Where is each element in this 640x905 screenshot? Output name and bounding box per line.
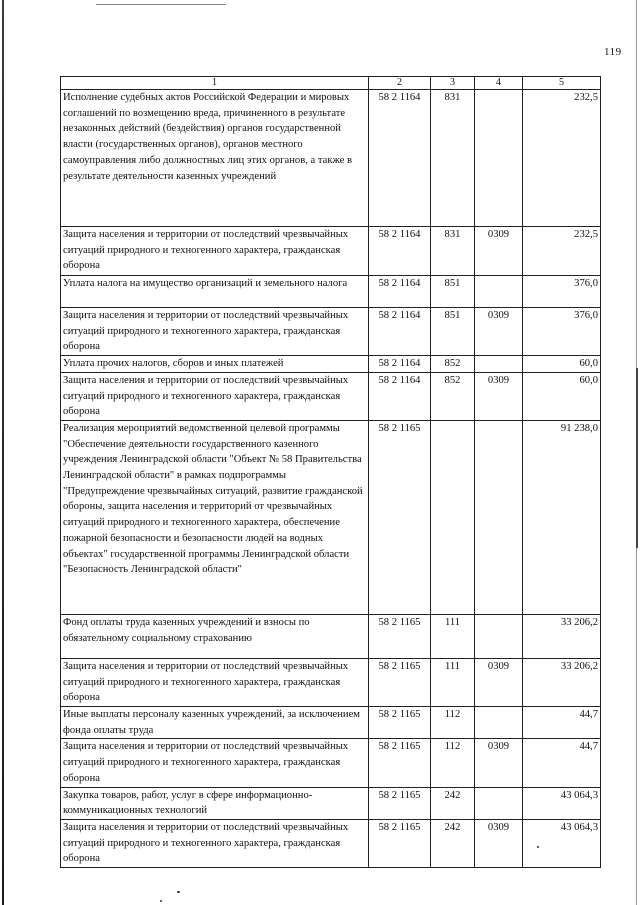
row-amount: 33 206,2 bbox=[523, 658, 601, 706]
row-target-code: 58 2 1164 bbox=[369, 276, 431, 308]
row-name: Реализация мероприятий ведомственной целевой программы "Обеспечение деятельности государственного казенного учреждения Ленинградской области "Объект № 58 Правительства Ленинградской области" в рамках подпрограммы "Предупреждение чрезвычайных ситуаций, развитие гражданской обороны, защита населения и территорий от чрезвычайных ситуаций природного и техногенного характера, обеспечение пожарной безопасности и безопасности людей на водных объектах" государственной программы Ленинградской области "Безопасность Ленинградской области" bbox=[61, 420, 369, 614]
row-amount: 44,7 bbox=[523, 739, 601, 787]
table-row bbox=[61, 90, 601, 227]
row-expense-type bbox=[431, 420, 475, 614]
row-name: Исполнение судебных актов Российской Федерации и мировых соглашений по возмещению вреда, причиненного в результате незаконных действий (бездействия) органов государственной власти (государственных органов), органов местного самоуправления либо должностных лиц этих органов, а также в результате деятельности казенных учреждений bbox=[61, 90, 369, 227]
scan-top-rule bbox=[96, 4, 226, 5]
row-section: 0309 bbox=[475, 739, 523, 787]
table-row bbox=[61, 356, 601, 373]
row-expense-type: 851 bbox=[431, 308, 475, 356]
column-header-4: 4 bbox=[475, 77, 523, 90]
row-expense-type: 112 bbox=[431, 739, 475, 787]
row-expense-type: 831 bbox=[431, 90, 475, 227]
scan-speck bbox=[537, 846, 539, 848]
row-target-code: 58 2 1164 bbox=[369, 227, 431, 276]
row-target-code: 58 2 1165 bbox=[369, 819, 431, 867]
table-row bbox=[61, 308, 601, 356]
row-section bbox=[475, 90, 523, 227]
budget-table bbox=[60, 76, 601, 868]
table-row bbox=[61, 787, 601, 819]
row-expense-type: 852 bbox=[431, 372, 475, 420]
table-row bbox=[61, 372, 601, 420]
table-row bbox=[61, 420, 601, 614]
column-header-3: 3 bbox=[431, 77, 475, 90]
table-header-row bbox=[61, 77, 601, 90]
column-header-2: 2 bbox=[369, 77, 431, 90]
table-row bbox=[61, 739, 601, 787]
table-row bbox=[61, 276, 601, 308]
table-row bbox=[61, 658, 601, 706]
row-name: Уплата прочих налогов, сборов и иных платежей bbox=[61, 356, 369, 373]
row-section bbox=[475, 276, 523, 308]
table-row bbox=[61, 227, 601, 276]
row-expense-type: 242 bbox=[431, 819, 475, 867]
row-name: Иные выплаты персоналу казенных учреждений, за исключением фонда оплаты труда bbox=[61, 707, 369, 739]
row-section bbox=[475, 707, 523, 739]
row-section bbox=[475, 420, 523, 614]
scan-speck bbox=[160, 900, 162, 902]
row-section: 0309 bbox=[475, 372, 523, 420]
row-name: Защита населения и территории от последствий чрезвычайных ситуаций природного и техногенного характера, гражданская оборона bbox=[61, 227, 369, 276]
scan-edge-mark bbox=[636, 368, 638, 548]
row-section bbox=[475, 614, 523, 658]
row-amount: 232,5 bbox=[523, 90, 601, 227]
row-target-code: 58 2 1165 bbox=[369, 787, 431, 819]
row-expense-type: 851 bbox=[431, 276, 475, 308]
row-section bbox=[475, 787, 523, 819]
row-name: Уплата налога на имущество организаций и земельного налога bbox=[61, 276, 369, 308]
row-amount: 60,0 bbox=[523, 372, 601, 420]
row-name: Защита населения и территории от последствий чрезвычайных ситуаций природного и техногенного характера, гражданская оборона bbox=[61, 819, 369, 867]
row-expense-type: 112 bbox=[431, 707, 475, 739]
row-section: 0309 bbox=[475, 308, 523, 356]
row-name: Фонд оплаты труда казенных учреждений и взносы по обязательному социальному страхованию bbox=[61, 614, 369, 658]
row-amount: 60,0 bbox=[523, 356, 601, 373]
row-target-code: 58 2 1164 bbox=[369, 356, 431, 373]
column-header-5: 5 bbox=[523, 77, 601, 90]
scan-edge-left bbox=[2, 0, 4, 905]
page-number: 119 bbox=[604, 46, 622, 58]
row-target-code: 58 2 1165 bbox=[369, 420, 431, 614]
table-row bbox=[61, 707, 601, 739]
row-expense-type: 831 bbox=[431, 227, 475, 276]
row-expense-type: 111 bbox=[431, 614, 475, 658]
row-target-code: 58 2 1164 bbox=[369, 308, 431, 356]
row-name: Закупка товаров, работ, услуг в сфере информационно-коммуникационных технологий bbox=[61, 787, 369, 819]
row-amount: 232,5 bbox=[523, 227, 601, 276]
row-amount: 43 064,3 bbox=[523, 819, 601, 867]
row-expense-type: 852 bbox=[431, 356, 475, 373]
row-target-code: 58 2 1165 bbox=[369, 658, 431, 706]
row-amount: 33 206,2 bbox=[523, 614, 601, 658]
row-target-code: 58 2 1165 bbox=[369, 739, 431, 787]
column-header-1: 1 bbox=[61, 77, 369, 90]
row-amount: 376,0 bbox=[523, 276, 601, 308]
row-section: 0309 bbox=[475, 658, 523, 706]
row-amount: 44,7 bbox=[523, 707, 601, 739]
row-name: Защита населения и территории от последствий чрезвычайных ситуаций природного и техногенного характера, гражданская оборона bbox=[61, 658, 369, 706]
row-amount: 43 064,3 bbox=[523, 787, 601, 819]
row-name: Защита населения и территории от последствий чрезвычайных ситуаций природного и техногенного характера, гражданская оборона bbox=[61, 372, 369, 420]
row-expense-type: 111 bbox=[431, 658, 475, 706]
row-section: 0309 bbox=[475, 227, 523, 276]
row-amount: 91 238,0 bbox=[523, 420, 601, 614]
row-target-code: 58 2 1165 bbox=[369, 707, 431, 739]
row-name: Защита населения и территории от последствий чрезвычайных ситуаций природного и техногенного характера, гражданская оборона bbox=[61, 308, 369, 356]
row-name: Защита населения и территории от последствий чрезвычайных ситуаций природного и техногенного характера, гражданская оборона bbox=[61, 739, 369, 787]
row-expense-type: 242 bbox=[431, 787, 475, 819]
table-row bbox=[61, 614, 601, 658]
row-amount: 376,0 bbox=[523, 308, 601, 356]
row-section: 0309 bbox=[475, 819, 523, 867]
row-target-code: 58 2 1164 bbox=[369, 90, 431, 227]
row-target-code: 58 2 1165 bbox=[369, 614, 431, 658]
row-target-code: 58 2 1164 bbox=[369, 372, 431, 420]
scan-speck bbox=[177, 891, 180, 893]
table-row bbox=[61, 819, 601, 867]
row-section bbox=[475, 356, 523, 373]
